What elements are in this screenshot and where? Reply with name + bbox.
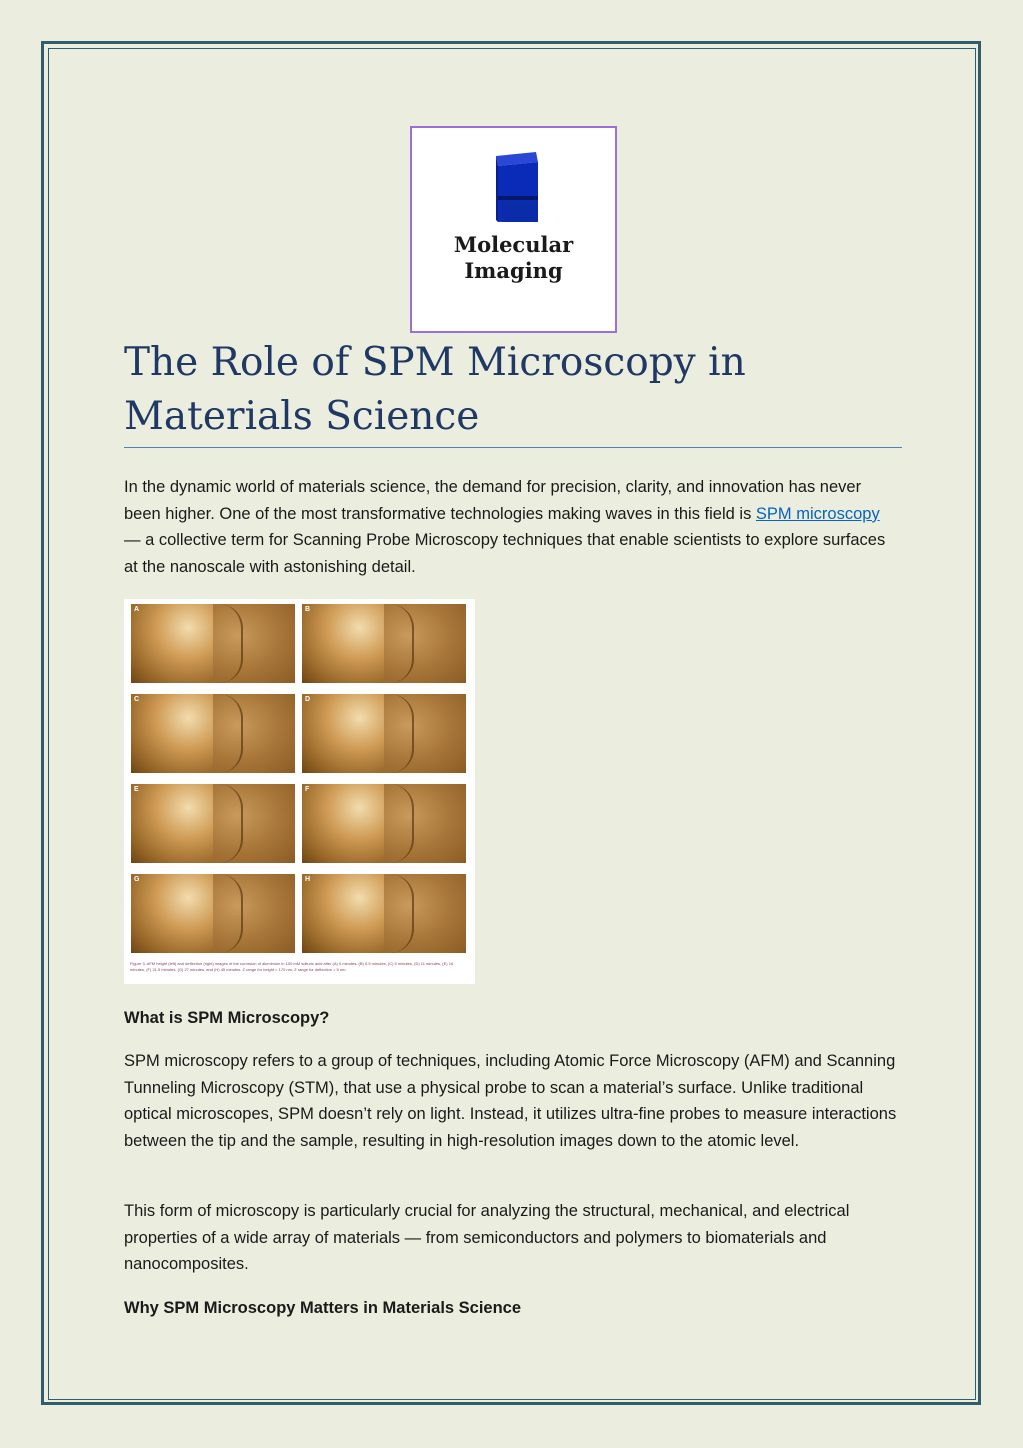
cube-icon [412,128,615,331]
panel-label: G [134,876,140,883]
title-underline [124,447,902,448]
title-line-1: The Role of SPM Microscopy in [124,340,746,385]
panel-label: B [305,606,311,613]
panel-label: C [134,696,140,703]
logo-line-1: Molecular [453,232,574,257]
panel-label: A [134,606,140,613]
panel-label: F [305,786,310,793]
figure-panel-b [302,604,466,683]
section-heading-why-spm-matters: Why SPM Microscopy Matters in Materials Science [124,1299,522,1317]
logo-text [412,232,615,284]
figure-panel-d [302,694,466,773]
spm-microscopy-link[interactable]: SPM microscopy [755,504,880,523]
figure-panel-g [131,874,295,953]
section-heading-what-is-spm: What is SPM Microscopy? [124,1009,330,1027]
panel-label: E [134,786,139,793]
figure-panel-a [131,604,295,683]
figure-panel-f [302,784,466,863]
figure-panel-e [131,784,295,863]
panel-label: D [305,696,311,703]
paragraph-spm-definition: SPM microscopy refers to a group of techniques, including Atomic Force Microscopy (AFM) and Scanning Tunneling Microscopy (STM), that use a physical probe to scan a material’s surface. Unlike traditional optical microscopes, SPM doesn’t rely on light. Instead, it utilizes ultra-fine probes to measure interactions between the tip and the sample, resulting in high-resolution images down to the atomic level. [124,1052,897,1151]
page-title [124,336,884,444]
figure-caption: Figure 3. AFM height (left) and deflection (right) images of the corrosion of aluminium in 100 mM sulfuric acid after (A) 0 minutes, (B) 0.5 minutes, (C) 5 minutes, (D) 11 minutes, (E) 16 minutes, (F) 21.5 minutes, (G) 27 minutes, and (H) 45 minutes. Z range for height = 170 nm, Z range for deflection = 5 nm. [130,961,454,972]
molecular-imaging-logo [410,126,617,333]
intro-paragraph [124,474,899,581]
figure-panel-c [131,694,295,773]
intro-text-start: In the dynamic world of materials science, the demand for precision, clarity, and innovation has never been higher. One of the most transformative technologies making waves in this field is [124,478,862,523]
afm-figure [124,599,475,984]
paragraph-spm-importance: This form of microscopy is particularly crucial for analyzing the structural, mechanical, and electrical properties of a wide array of materials — from semiconductors and polymers to biomaterials and nanocomposites. [124,1202,850,1274]
figure-panel-h [302,874,466,953]
title-line-2: Materials Science [124,394,480,439]
intro-text-end: — a collective term for Scanning Probe Microscopy techniques that enable scientists to explore surfaces at the nanoscale with astonishing detail. [124,531,886,577]
panel-label: H [305,876,311,883]
logo-line-2: Imaging [464,258,563,283]
